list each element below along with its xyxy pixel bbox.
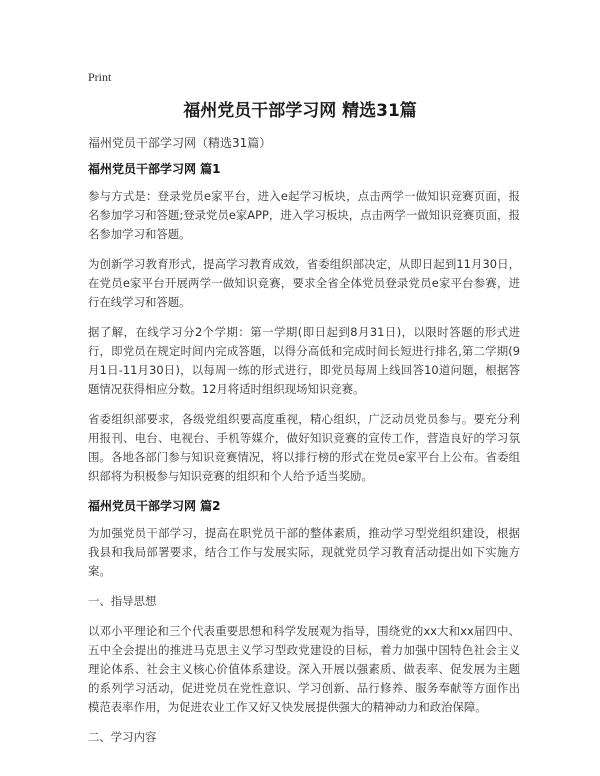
paragraph: 为创新学习教育形式，提高学习教育成效，省委组织部决定，从即日起到11月30日，在党员e家平台开展两学一做知识竞赛，要求全省全体党员登录党员e家平台参赛，进行在线学习和答题。: [88, 257, 520, 309]
section-2: [88, 497, 520, 747]
paragraph: 二、学习内容: [88, 730, 157, 744]
paragraph: 为加强党员干部学习，提高在职党员干部的整体素质，推动学习型党组织建设，根据我县和我局部署要求，结合工作与发展实际，现就党员学习教育活动提出如下实施方案。: [88, 526, 520, 578]
paragraph: 以邓小平理论和三个代表重要思想和科学发展观为指导，围绕党的xx大和xx届四中、五中全会提出的推进马克思主义学习型政党建设的目标，着力加强中国特色社会主义理论体系、社会主义核心价值体系建设。深入开展以强素质、做表率、促发展为主题的系列学习活动，促进党员在党性意识、学习创新、品行修养、服务奉献等方面作出模范表率作用，为促进农业工作又好又快发展提供强大的精神动力和政治保障。: [88, 624, 520, 714]
section-heading: 福州党员干部学习网 篇2: [88, 499, 221, 513]
page-title: 福州党员干部学习网 精选31篇: [183, 101, 417, 121]
paragraph: 一、指导思想: [88, 594, 157, 608]
section-heading: 福州党员干部学习网 篇1: [88, 162, 221, 176]
document-content: [88, 160, 520, 758]
page-subtitle: 福州党员干部学习网（精选31篇）: [88, 136, 272, 150]
paragraph: 省委组织部要求，各级党组织要高度重视，精心组织，广泛动员党员参与。要充分利用报刊、电台、电视台、手机等媒介，做好知识竞赛的宣传工作，营造良好的学习氛围。各地各部门参与知识竞赛情况，将以排行榜的形式在党员e家平台上公布。省委组织部将为积极参与知识竞赛的组织和个人给予适当奖励。: [88, 412, 520, 483]
section-1: [88, 160, 520, 486]
print-link[interactable]: Print: [88, 70, 112, 84]
paragraph: 据了解，在线学习分2个学期：第一学期(即日起到8月31日)，以限时答题的形式进行，即党员在规定时间内完成答题，以得分高低和完成时间长短进行排名,第二学期(9月1日-11月30日)，以每周一练的形式进行，即党员每周上线回答10道问题，根据答题情况获得相应分数。12月将适时组织现场知识竞赛。: [88, 325, 520, 396]
paragraph: 参与方式是：登录党员e家平台，进入e起学习板块，点击两学一做知识竞赛页面，报名参加学习和答题;登录党员e家APP，进入学习板块，点击两学一做知识竞赛页面，报名参加学习和答题。: [88, 189, 520, 241]
